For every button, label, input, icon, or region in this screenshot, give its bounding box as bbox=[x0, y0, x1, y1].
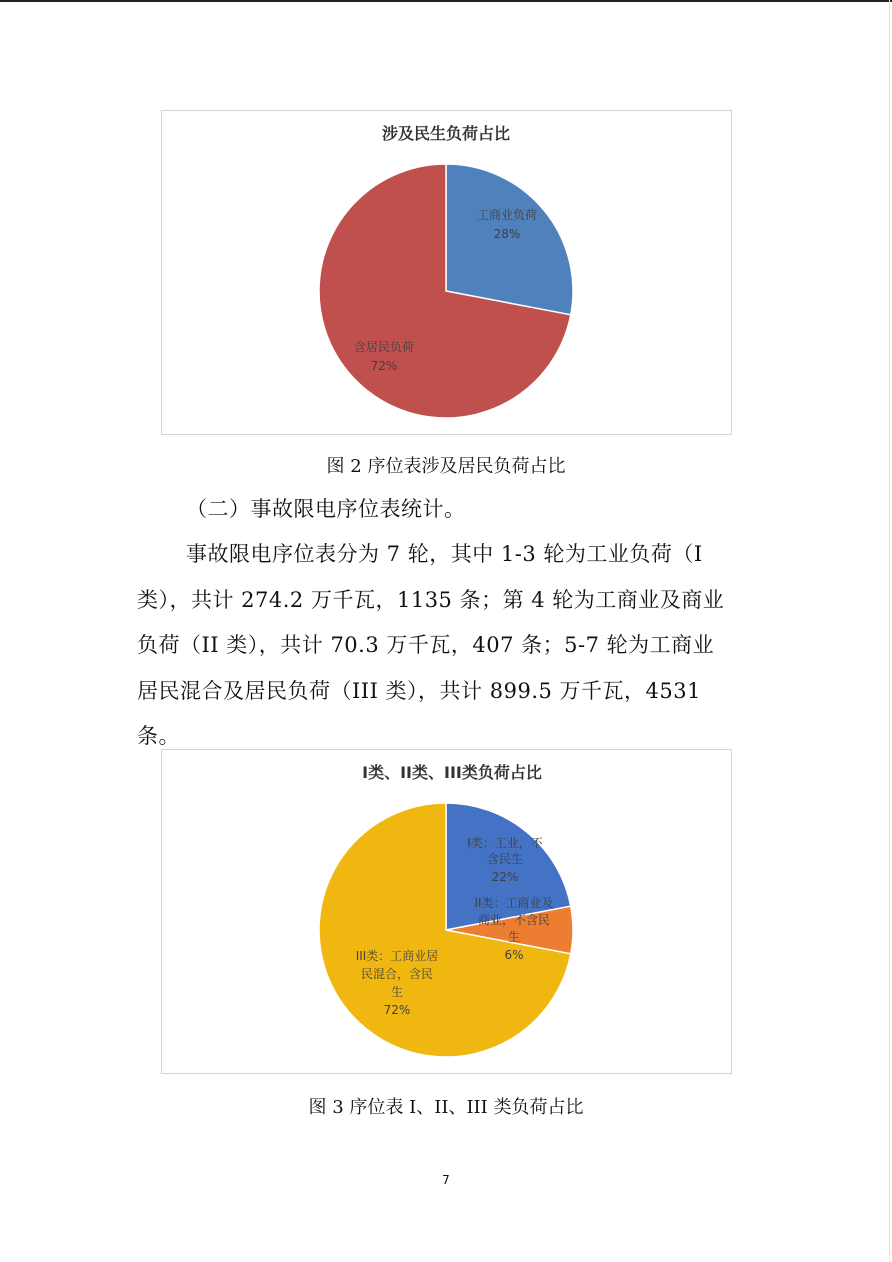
paragraph-line-1: 事故限电序位表分为 7 轮，其中 1-3 轮为工业负荷（I bbox=[186, 542, 703, 566]
section-heading: （二）事故限电序位表统计。 bbox=[186, 497, 466, 521]
paragraph-line-3: 负荷（II 类），共计 70.3 万千瓦，407 条；5-7 轮为工商业 bbox=[137, 633, 715, 657]
paragraph-line-2: 类），共计 274.2 万千瓦，1135 条；第 4 轮为工商业及商业 bbox=[137, 588, 725, 612]
slice-label-class-ii-a: II类：工商业及 bbox=[474, 896, 554, 910]
top-border bbox=[0, 0, 892, 2]
pie-chart-2-svg bbox=[162, 750, 731, 1073]
slice-pct-class-iii: 72% bbox=[383, 1003, 411, 1017]
right-border bbox=[889, 0, 890, 1262]
slice-label-class-iii-c: 生 bbox=[390, 985, 404, 999]
slice-pct-class-ii: 6% bbox=[504, 948, 524, 962]
slice-pct-residential: 72% bbox=[370, 359, 398, 373]
page-number: 7 bbox=[442, 1173, 450, 1187]
pie-chart-load-class-share bbox=[161, 749, 732, 1074]
slice-label-class-i-b: 含民生 bbox=[486, 852, 524, 866]
chart-2-title: I类、II类、III类负荷占比 bbox=[362, 763, 542, 782]
slice-label-class-ii-c: 生 bbox=[507, 930, 521, 944]
slice-label-class-iii-a: III类：工商业居 bbox=[355, 949, 439, 963]
slice-label-class-ii-b: 商业，不含民 bbox=[477, 913, 551, 927]
chart-1-title: 涉及民生负荷占比 bbox=[381, 124, 511, 143]
slice-label-residential: 含居民负荷 bbox=[353, 340, 415, 354]
pie-chart-residential-share bbox=[161, 110, 732, 435]
paragraph-line-4: 居民混合及居民负荷（III 类），共计 899.5 万千瓦，4531 bbox=[137, 679, 701, 703]
slice-label-commercial: 工商业负荷 bbox=[476, 208, 538, 222]
slice-pct-class-i: 22% bbox=[491, 870, 519, 884]
pie-chart-1-svg bbox=[162, 111, 731, 434]
figure-2-caption: 图 2 序位表涉及居民负荷占比 bbox=[326, 456, 566, 477]
slice-pct-commercial: 28% bbox=[493, 227, 521, 241]
slice-label-class-i-a: I类：工业，不 bbox=[467, 836, 543, 850]
figure-3-caption: 图 3 序位表 I、II、III 类负荷占比 bbox=[308, 1097, 584, 1118]
slice-label-class-iii-b: 民混合，含民 bbox=[360, 967, 434, 981]
paragraph-line-5: 条。 bbox=[137, 724, 180, 748]
